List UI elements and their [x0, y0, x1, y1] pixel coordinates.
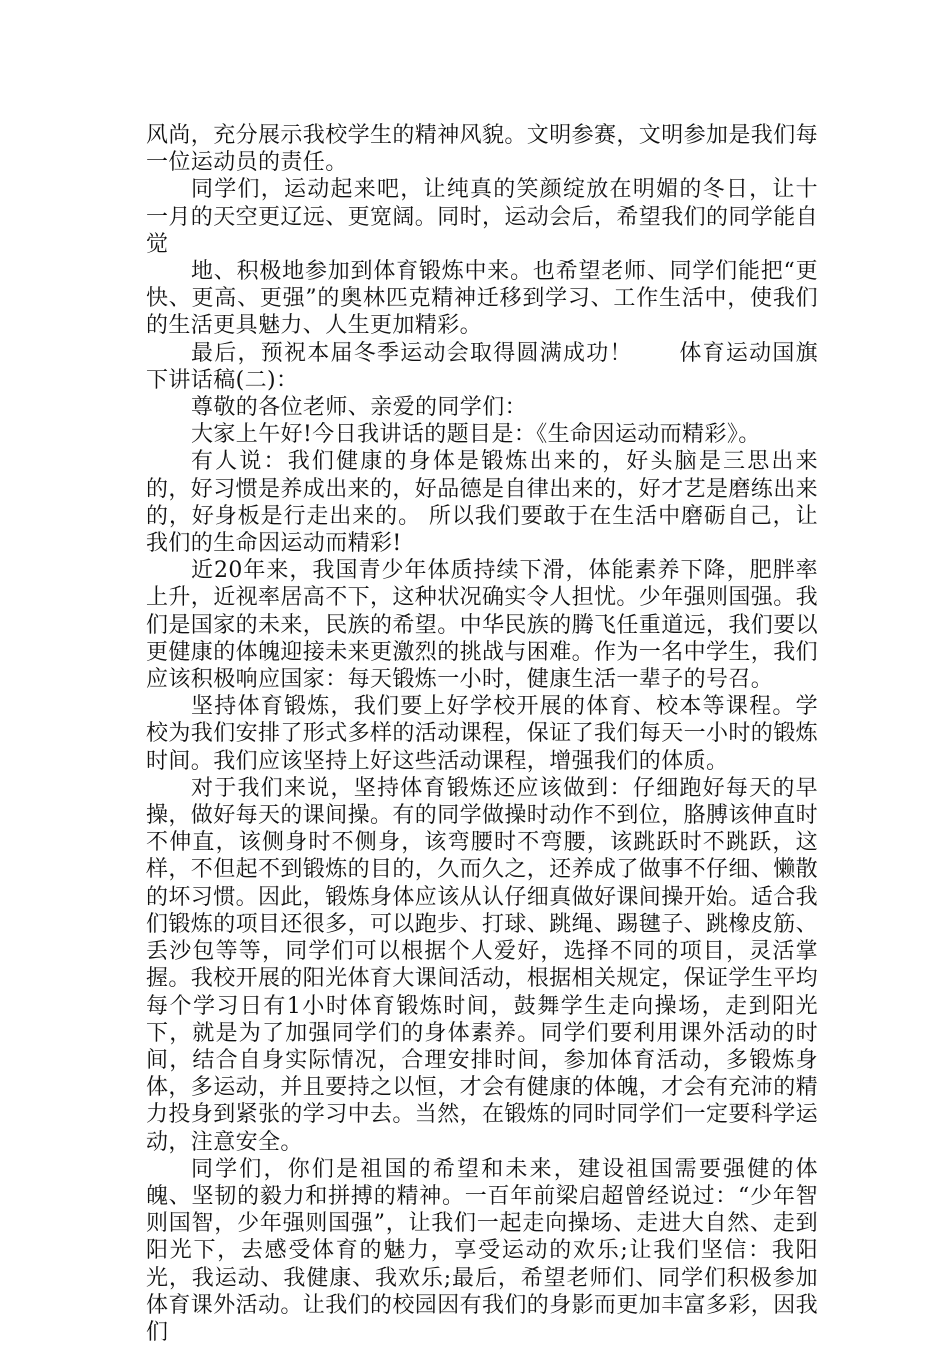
paragraph-5: 尊敬的各位老师、亲爱的同学们： — [191, 395, 528, 421]
paragraph-3: 地、积极地参加到体育锻炼中来。也希望老师、同学们能把“更快、更高、更强”的奥林匹克精神迁移到学习、工作生活中，使我们的生活更具魅力、人生更加精彩。 — [146, 259, 818, 339]
paragraph-6: 大家上午好!今日我讲话的题目是：《生命因运动而精彩》。 — [191, 422, 761, 448]
paragraph-4: 最后，预祝本届冬季运动会取得圆满成功！ 体育运动国旗下讲话稿(二)： — [146, 340, 818, 393]
body-text — [146, 122, 818, 1346]
paragraph-7: 有人说：我们健康的身体是锻炼出来的，好头脑是三思出来的，好习惯是养成出来的，好品德是自律出来的，好才艺是磨练出来的，好身板是行走出来的。 所以我们要敢于在生活中磨砺自己，让我们的生命因运动而精彩! — [146, 449, 819, 557]
paragraph-1: 风尚，充分展示我校学生的精神风貌。文明参赛，文明参加是我们每一位运动员的责任。 — [146, 123, 819, 176]
paragraph-2: 同学们，运动起来吧，让纯真的笑颜绽放在明媚的冬日，让十一月的天空更辽远、更宽阔。同时，运动会后，希望我们的同学能自觉 — [146, 177, 819, 257]
paragraph-9: 坚持体育锻炼，我们要上好学校开展的体育、校本等课程。学校为我们安排了形式多样的活动课程，保证了我们每天一小时的锻炼时间。我们应该坚持上好这些活动课程，增强我们的体质。 — [146, 694, 819, 774]
paragraph-10: 对于我们来说，坚持体育锻炼还应该做到：仔细跑好每天的早操，做好每天的课间操。有的同学做操时动作不到位，胳膊该伸直时不伸直，该侧身时不侧身，该弯腰时不弯腰，该跳跃时不跳跃，这样，不但起不到锻炼的目的，久而久之，还养成了做事不仔细、懒散的坏习惯。因此，锻炼身体应该从认仔细真做好课间操开始。适合我们锻炼的项目还很多，可以跑步、打球、跳绳、踢毽子、跳橡皮筋、丢沙包等等，同学们可以根据个人爱好，选择不同的项目，灵活掌握。我校开展的阳光体育大课间活动，根据相关规定，保证学生平均每个学习日有1小时体育锻炼时间，鼓舞学生走向操场，走到阳光下，就是为了加强同学们的身体素养。同学们要利用课外活动的时间，结合自身实际情况，合理安排时间，参加体育活动，多锻炼身体，多运动，并且要持之以恒，才会有健康的体魄，才会有充沛的精力投身到紧张的学习中去。当然，在锻炼的同时同学们一定要科学运动，注意安全。 — [146, 775, 819, 1155]
paragraph-11: 同学们，你们是祖国的希望和未来，建设祖国需要强健的体魄、坚韧的毅力和拼搏的精神。一百年前梁启超曾经说过：“少年智则国智，少年强则国强”，让我们一起走向操场、走进大自然、走到阳光下，去感受体育的魅力，享受运动的欢乐;让我们坚信：我阳光，我运动、我健康、我欢乐;最后，希望老师们、同学们积极参加体育课外活动。让我们的校园因有我们的身影而更加丰富多彩，因我们 — [146, 1156, 819, 1345]
paragraph-8: 近20年来，我国青少年体质持续下滑，体能素养下降，肥胖率上升，近视率居高不下，这种状况确实令人担忧。少年强则国强。我们是国家的未来，民族的希望。中华民族的腾飞任重道远，我们要以更健康的体魄迎接未来更激烈的挑战与困难。作为一名中学生，我们应该积极响应国家：每天锻炼一小时，健康生活一辈子的号召。 — [146, 558, 819, 693]
